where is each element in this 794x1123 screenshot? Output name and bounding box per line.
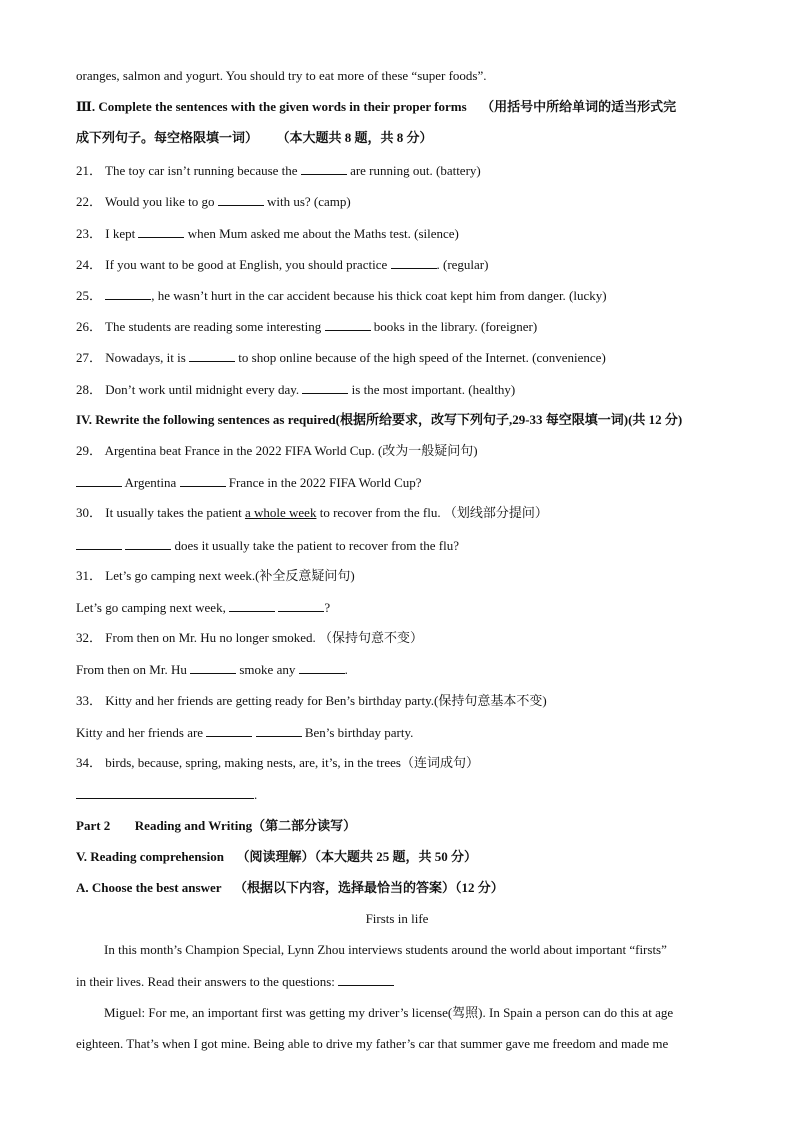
passage-p2-line1: Miguel: For me, an important first was getting my driver’s license(驾照). In Spain a person can do this at age xyxy=(104,1005,674,1020)
q-text: are running out. (battery) xyxy=(350,163,481,178)
answer-32 xyxy=(76,661,348,678)
sub-a-title: A. Choose the best answer xyxy=(76,880,222,895)
q-num: 25． xyxy=(76,288,103,303)
answer-blank[interactable] xyxy=(76,537,122,550)
question-27 xyxy=(76,349,606,366)
q-num: 34． xyxy=(76,755,103,770)
section3-title-en: Ⅲ. Complete the sentences with the given words in their proper forms xyxy=(76,99,467,114)
answer-text: Let’s go camping next week, xyxy=(76,600,226,615)
answer-blank[interactable] xyxy=(256,724,302,737)
answer-29 xyxy=(76,474,422,491)
passage-text: in their lives. Read their answers to the questions: xyxy=(76,974,335,989)
q-num: 33． xyxy=(76,693,103,708)
answer-text: . xyxy=(344,662,348,677)
answer-blank[interactable] xyxy=(189,349,235,362)
q-text: It usually takes the patient xyxy=(105,505,242,520)
answer-blank[interactable] xyxy=(76,474,122,487)
section3-title-cn2: 成下列句子。每空格限填一词） xyxy=(76,130,259,145)
q-requirement: （连词成句） xyxy=(400,755,479,770)
answer-text: Argentina xyxy=(124,475,177,490)
answer-blank[interactable] xyxy=(218,193,264,206)
question-32 xyxy=(76,630,423,646)
answer-blank[interactable] xyxy=(190,661,236,674)
part2-title: Reading and Writing xyxy=(134,818,253,833)
part2-label: Part 2 xyxy=(76,818,111,833)
answer-blank[interactable] xyxy=(299,661,345,674)
answer-text: smoke any xyxy=(239,662,296,677)
answer-blank[interactable] xyxy=(206,724,252,737)
q-num: 22． xyxy=(76,194,103,209)
q-text: when Mum asked me about the Maths test. (silence) xyxy=(187,226,459,241)
q-text: If you want to be good at English, you should practice xyxy=(105,257,388,272)
question-29 xyxy=(76,443,478,459)
section3-title-line2 xyxy=(76,130,433,146)
question-21 xyxy=(76,162,481,179)
answer-31 xyxy=(76,599,330,616)
q-requirement: (改为一般疑问句) xyxy=(377,443,478,458)
section5-sub-a xyxy=(76,880,504,896)
q-text: From then on Mr. Hu no longer smoked. xyxy=(105,630,316,645)
q-text: is the most important. (healthy) xyxy=(351,382,516,397)
q-text: Argentina beat France in the 2022 FIFA World Cup. xyxy=(104,443,375,458)
section5-title xyxy=(76,849,477,865)
answer-text: ? xyxy=(324,600,331,615)
q-text: birds, because, spring, making nests, are, it’s, in the trees xyxy=(105,755,401,770)
q-text: The students are reading some interesting xyxy=(105,319,322,334)
q-num: 31． xyxy=(76,568,103,583)
passage-p1-line2 xyxy=(76,973,394,990)
section5-title-en: V. Reading comprehension xyxy=(76,849,224,864)
q-num: 24． xyxy=(76,257,103,272)
answer-text: Kitty and her friends are xyxy=(76,725,204,740)
q-text: books in the library. (foreigner) xyxy=(373,319,538,334)
answer-blank[interactable] xyxy=(278,599,324,612)
part2-heading xyxy=(76,818,356,834)
question-28 xyxy=(76,381,515,398)
question-31 xyxy=(76,568,355,584)
q-requirement: (保持句意基本不变) xyxy=(434,693,547,708)
q-num: 30． xyxy=(76,505,103,520)
section3-title-cn: （用括号中所给单词的适当形式完 xyxy=(481,99,677,114)
answer-blank[interactable] xyxy=(391,256,437,269)
q-num: 29． xyxy=(76,443,103,458)
q-num: 32． xyxy=(76,630,103,645)
answer-blank[interactable] xyxy=(138,225,184,238)
answer-34 xyxy=(76,786,257,803)
passage-p1-line1: In this month’s Champion Special, Lynn Zhou interviews students around the world about important “firsts” xyxy=(104,942,667,957)
answer-blank[interactable] xyxy=(105,287,151,300)
q-text: , he wasn’t hurt in the car accident because his thick coat kept him from danger. (lucky) xyxy=(151,288,607,303)
passage-p2-line2: eighteen. That’s when I got mine. Being able to drive my father’s car that summer gave me freedom and made me xyxy=(76,1036,669,1051)
answer-33 xyxy=(76,724,413,741)
answer-blank-long[interactable] xyxy=(76,786,254,799)
question-33 xyxy=(76,693,547,709)
section3-title xyxy=(76,99,676,115)
underlined-phrase: a whole week xyxy=(244,505,317,520)
answer-text: France in the 2022 FIFA World Cup? xyxy=(228,475,422,490)
q-requirement: （保持句意不变） xyxy=(319,630,424,645)
q-text: Kitty and her friends are getting ready for Ben’s birthday party. xyxy=(105,693,435,708)
answer-text: . xyxy=(254,787,258,802)
answer-blank[interactable] xyxy=(325,318,371,331)
q-text: Would you like to go xyxy=(105,194,215,209)
section5-title-cn: （阅读理解）（本大题共 25 题，共 50 分） xyxy=(236,849,477,864)
question-23 xyxy=(76,225,459,242)
q-text: to recover from the flu. xyxy=(319,505,441,520)
question-30 xyxy=(76,505,548,521)
q-num: 28． xyxy=(76,382,103,397)
answer-blank[interactable] xyxy=(301,162,347,175)
answer-30 xyxy=(76,537,459,554)
q-text: The toy car isn’t running because the xyxy=(105,163,298,178)
answer-text: Ben’s birthday party. xyxy=(304,725,414,740)
q-text: with us? (camp) xyxy=(266,194,351,209)
part2-cn: （第二部分读写） xyxy=(252,818,357,833)
q-text: to shop online because of the high speed of the Internet. (convenience) xyxy=(238,350,606,365)
q-text: Let’s go camping next week. xyxy=(105,568,256,583)
sub-a-cn: （根据以下内容，选择最恰当的答案）（12 分） xyxy=(234,880,504,895)
answer-blank[interactable] xyxy=(302,381,348,394)
answer-text: does it usually take the patient to recover from the flu? xyxy=(174,538,459,553)
question-26 xyxy=(76,318,537,335)
question-34 xyxy=(76,755,479,771)
q-num: 23． xyxy=(76,226,103,241)
section3-score: （本大题共 8 题，共 8 分） xyxy=(276,130,433,145)
question-24 xyxy=(76,256,488,273)
q-text: . (regular) xyxy=(436,257,489,272)
question-25 xyxy=(76,287,607,304)
q-num: 21． xyxy=(76,163,103,178)
q-requirement: (补全反意疑问句) xyxy=(255,568,355,583)
q-num: 27． xyxy=(76,350,103,365)
passage-title: Firsts in life xyxy=(365,911,429,926)
intro-line: oranges, salmon and yogurt. You should try to eat more of these “super foods”. xyxy=(76,68,487,83)
answer-blank[interactable] xyxy=(338,973,394,986)
question-22 xyxy=(76,193,351,210)
answer-blank[interactable] xyxy=(125,537,171,550)
answer-blank[interactable] xyxy=(180,474,226,487)
q-text: I kept xyxy=(105,226,136,241)
section4-title: IV. Rewrite the following sentences as required(根据所给要求，改写下列句子,29-33 每空限填一词)(共 12 分) xyxy=(76,412,683,427)
q-num: 26． xyxy=(76,319,103,334)
q-text: Don’t work until midnight every day. xyxy=(105,382,300,397)
q-text: Nowadays, it is xyxy=(105,350,186,365)
answer-blank[interactable] xyxy=(229,599,275,612)
answer-text: From then on Mr. Hu xyxy=(76,662,187,677)
q-requirement: （划线部分提问） xyxy=(443,505,548,520)
